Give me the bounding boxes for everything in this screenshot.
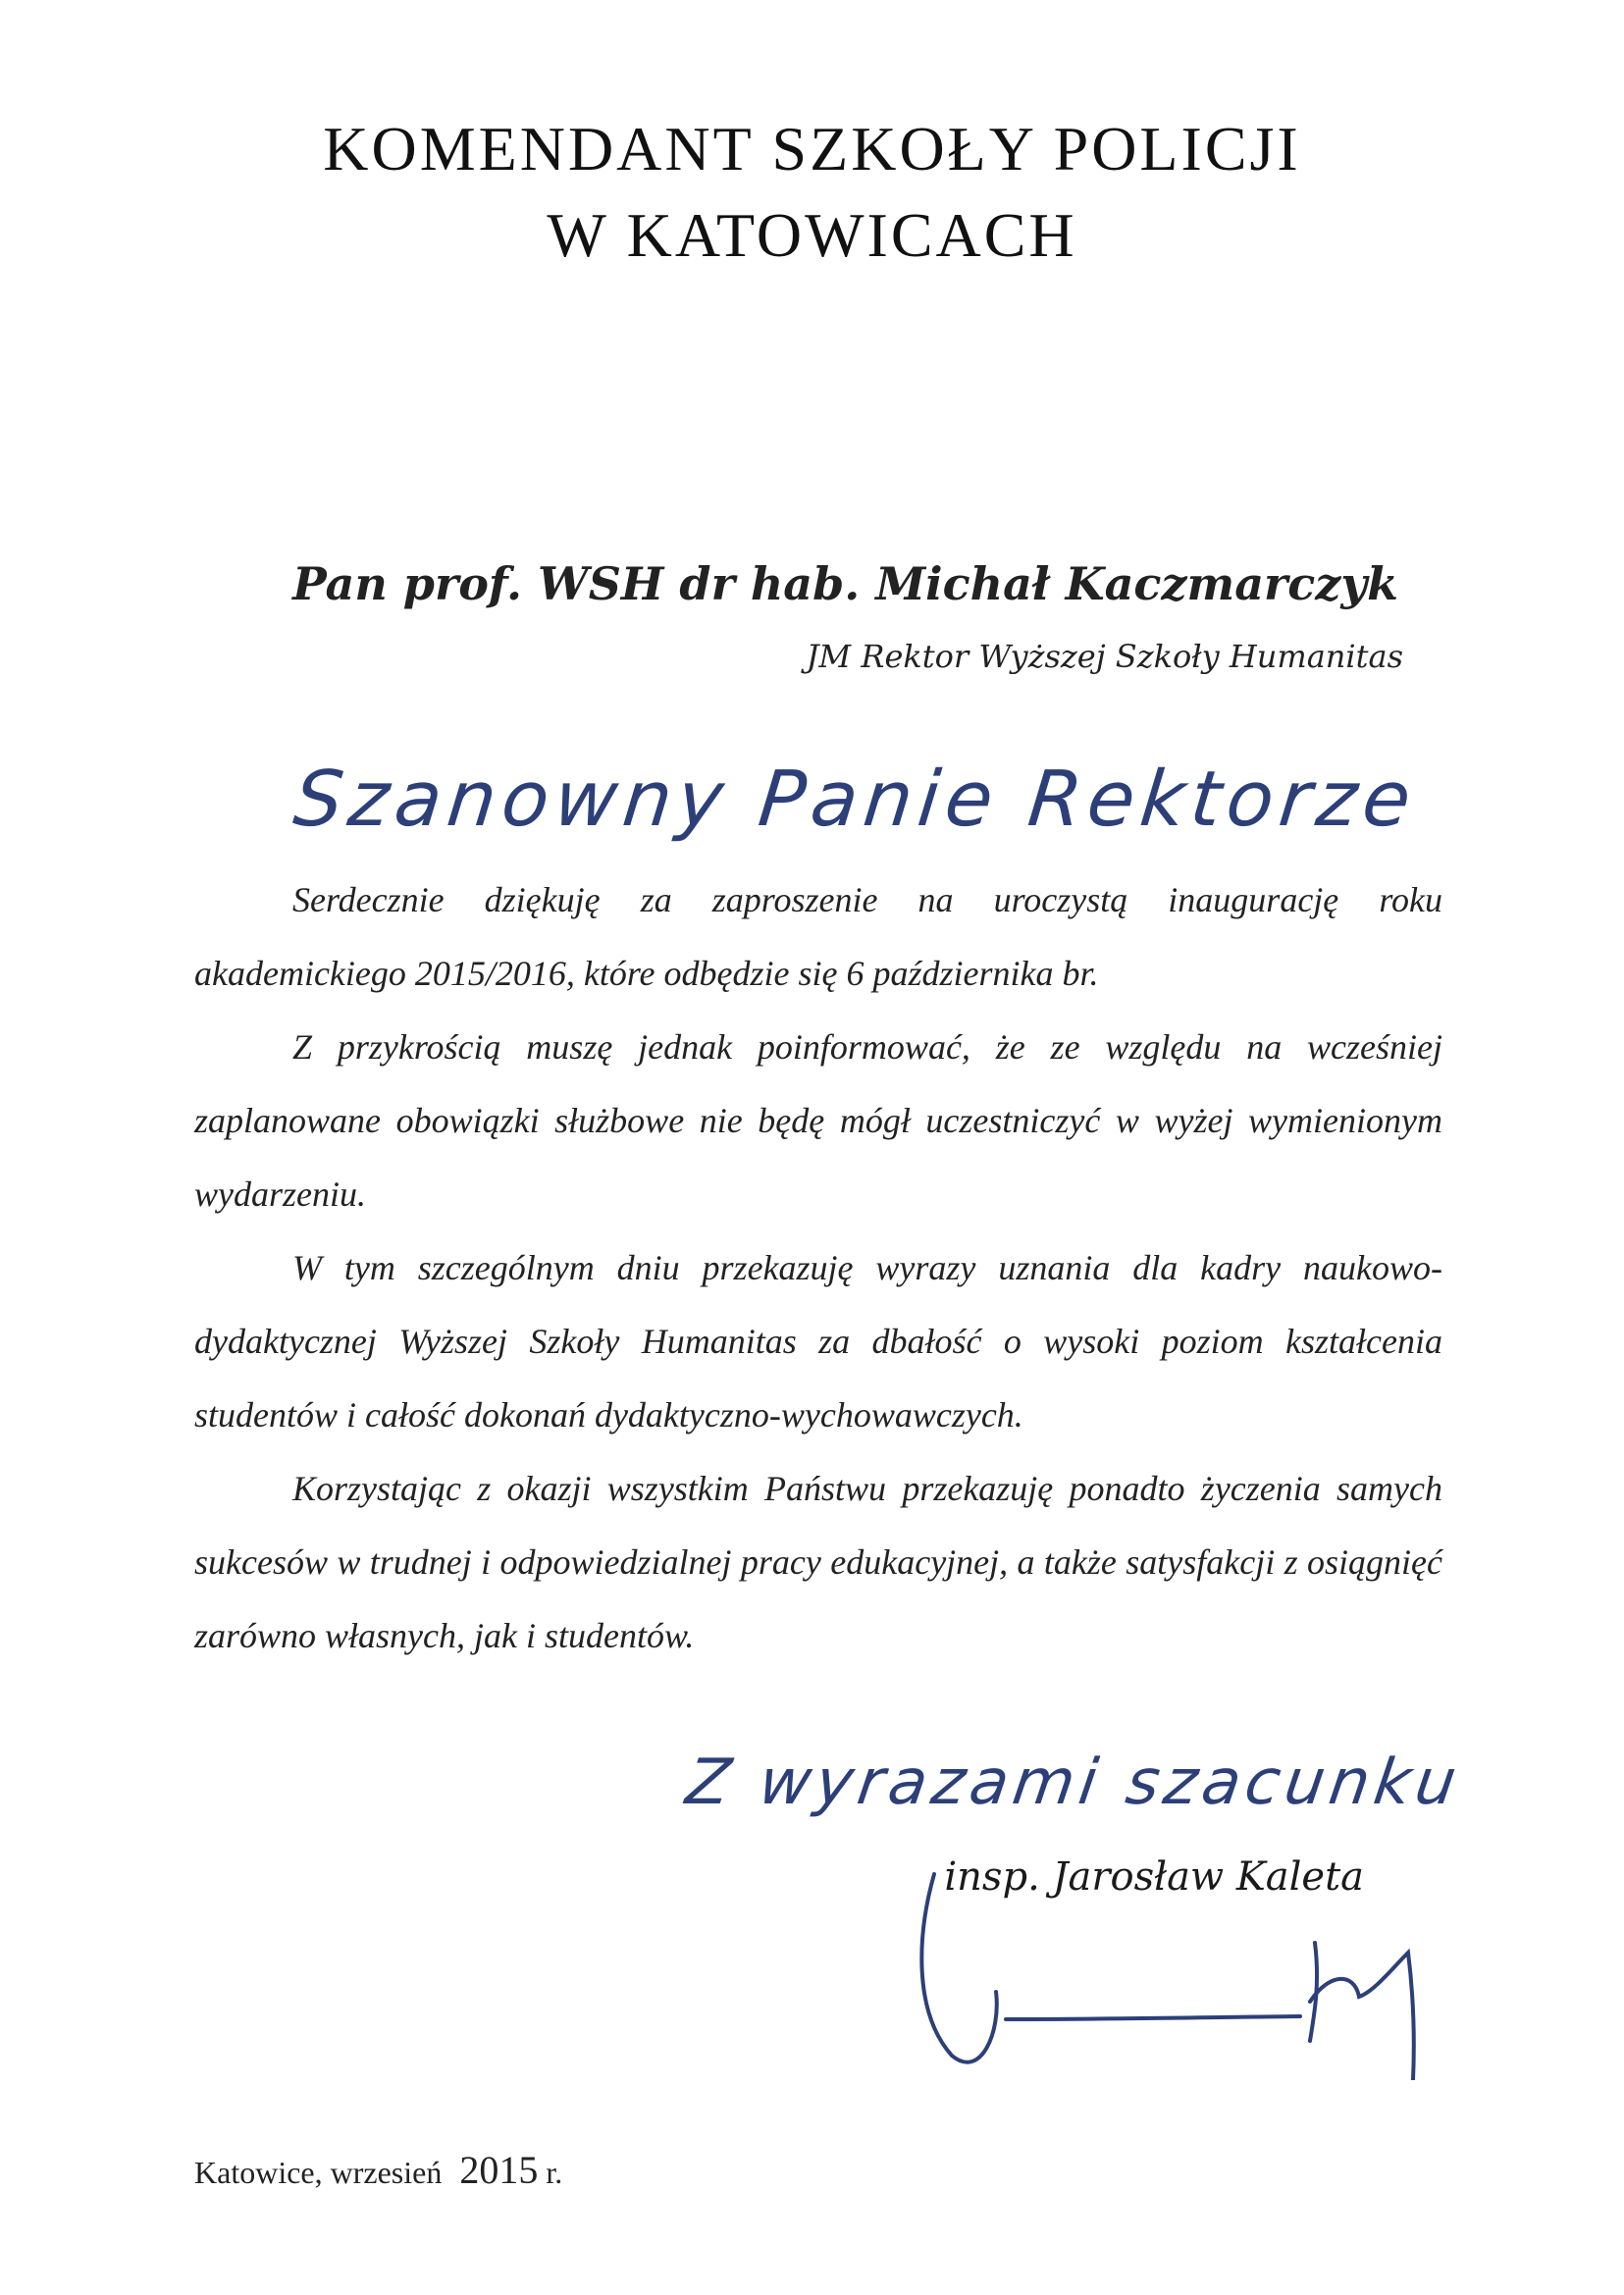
- body-paragraph-2: Z przykrością muszę jednak poinformować, że ze względu na wcześniej zaplanowane obowiązki służbowe nie będę mógł uczestniczyć w wyżej wymienionym wydarzeniu.: [194, 1027, 1442, 1214]
- body-paragraph-1: Serdecznie dziękuję za zaproszenie na uroczystą inaugurację roku akademickiego 2015/2016, które odbędzie się 6 października br.: [194, 880, 1442, 993]
- body-paragraph-3: W tym szczególnym dniu przekazuję wyrazy uznania dla kadry naukowo-dydaktycznej Wyższej Szkoły Humanitas za dbałość o wysoki poziom kształcenia studentów i całość dokonań dydaktyczno-wychowawczych.: [194, 1248, 1442, 1434]
- date-year: 2015: [459, 2148, 539, 2192]
- handwritten-closing: Z wyrazami szacunku: [681, 1747, 1466, 1819]
- place-date-text: Katowice, wrzesień: [194, 2155, 443, 2190]
- addressee-name: Pan prof. WSH dr hab. Michał Kaczmarczyk: [292, 557, 1398, 610]
- addressee-title: JM Rektor Wyższej Szkoły Humanitas: [806, 638, 1403, 675]
- date-suffix: r.: [538, 2155, 563, 2190]
- letterhead-line-1: KOMENDANT SZKOŁY POLICJI: [323, 114, 1301, 183]
- letter-body: [194, 863, 1442, 1673]
- letterhead: [0, 106, 1624, 279]
- handwritten-salutation: Szanowny Panie Rektorze: [289, 756, 1421, 844]
- body-paragraph-4: Korzystając z okazji wszystkim Państwu przekazuję ponadto życzenia samych sukcesów w trudnej i odpowiedzialnej pracy edukacyjnej, a także satysfakcji z osiągnięć zarówno własnych, jak i studentów.: [194, 1469, 1442, 1655]
- place-and-date: [194, 2147, 562, 2193]
- letterhead-line-2: W KATOWICACH: [547, 200, 1077, 270]
- signer-name: insp. Jarosław Kaleta: [944, 1854, 1364, 1900]
